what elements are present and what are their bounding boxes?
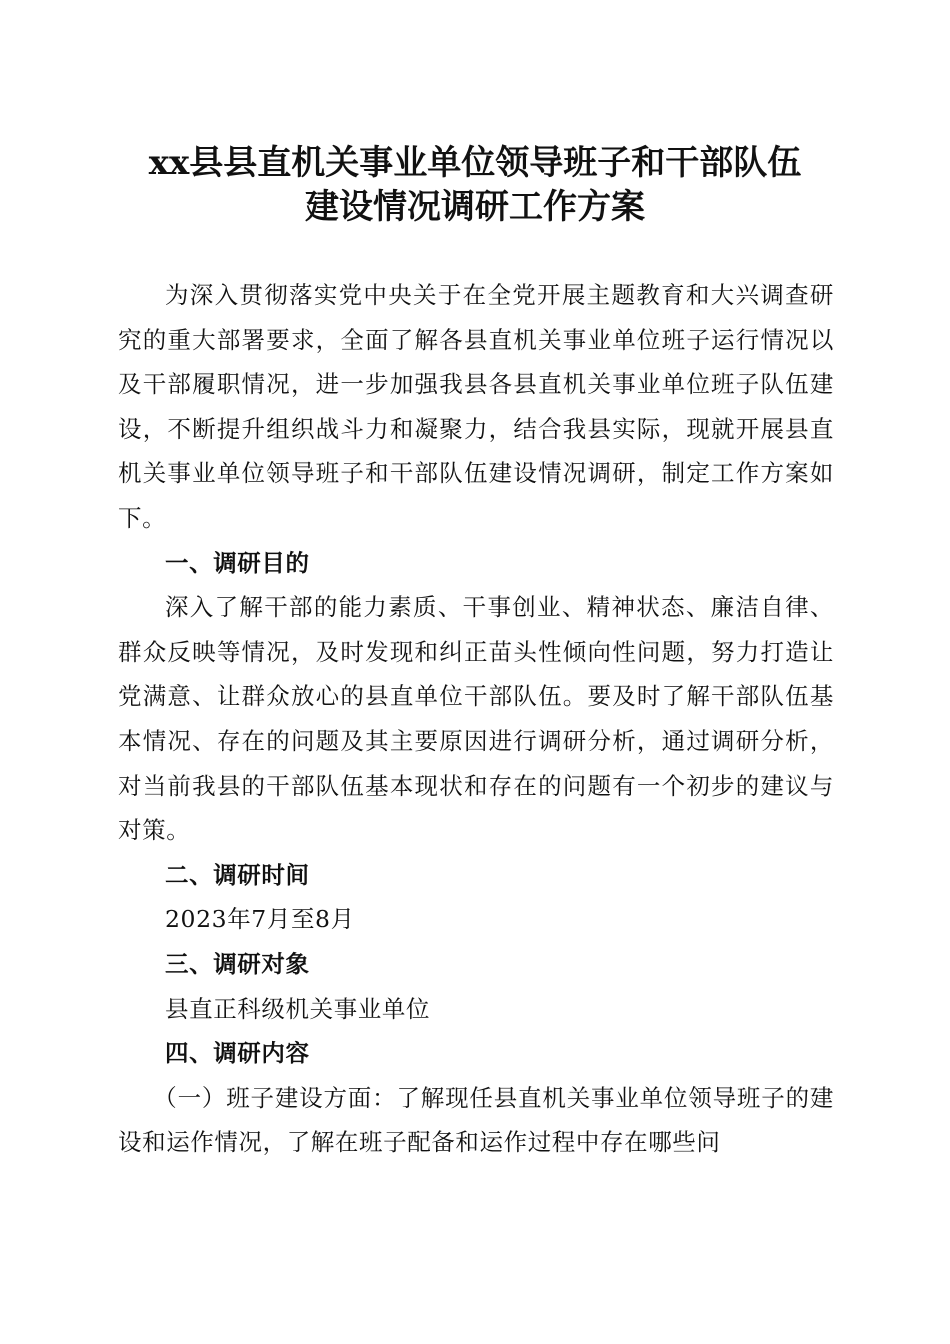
- section-heading-target: 三、调研对象: [165, 949, 310, 978]
- intro-paragraph: 为深入贯彻落实党中央关于在全党开展主题教育和大兴调查研究的重大部署要求，全面了解各县直机关事业单位班子运行情况以及干部履职情况，进一步加强我县各县直机关事业单位班子队伍建设，不断提升组织战斗力和凝聚力，结合我县实际，现就开展县直机关事业单位领导班子和干部队伍建设情况调研，制定工作方案如下。: [118, 281, 834, 532]
- time-paragraph: 2023年7月至8月: [165, 905, 355, 934]
- section-heading-time: 二、调研时间: [165, 860, 310, 889]
- document-body: [118, 273, 834, 1165]
- document-title-line-1: xx县县直机关事业单位领导班子和干部队伍: [148, 143, 802, 183]
- purpose-paragraph: 深入了解干部的能力素质、干事创业、精神状态、廉洁自律、群众反映等情况，及时发现和纠正苗头性倾向性问题，努力打造让党满意、让群众放心的县直单位干部队伍。要及时了解干部队伍基本情况、存在的问题及其主要原因进行调研分析，通过调研分析，对当前我县的干部队伍基本现状和存在的问题有一个初步的建议与对策。: [118, 593, 834, 845]
- section-heading-purpose: 一、调研目的: [165, 548, 310, 577]
- target-paragraph: 县直正科级机关事业单位: [165, 994, 431, 1023]
- section-heading-content: 四、调研内容: [165, 1039, 310, 1068]
- document-title-line-2: 建设情况调研工作方案: [305, 187, 645, 227]
- content-item-1: （一）班子建设方面：了解现任县直机关事业单位领导班子的建设和运作情况，了解在班子配备和运作过程中存在哪些问: [118, 1083, 834, 1157]
